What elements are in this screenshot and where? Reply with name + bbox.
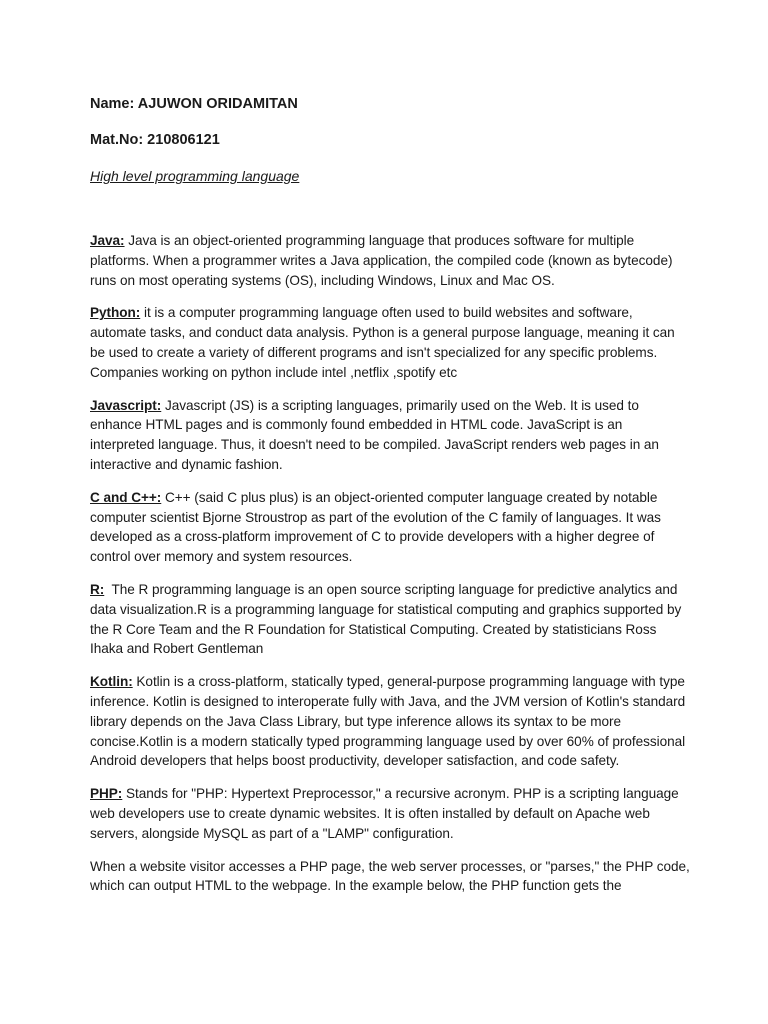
term-php: PHP: [90, 786, 123, 802]
entry-r [90, 580, 690, 659]
entry-python [90, 303, 690, 382]
document-page [90, 94, 690, 896]
document-subject: High level programming language [90, 168, 300, 184]
definition-kotlin: Kotlin is a cross-platform, statically typed, general-purpose programming language with type inference. Kotlin is designed to interoperate fully with Java, and the JVM version of Kotlin's standard library depends on the Java Class Library, but type inference allows its syntax to be more concise.Kotlin is a modern statically typed programming language used by over 60% of professional Android developers that helps boost productivity, developer satisfaction, and code safety. [90, 674, 686, 769]
definition-php: Stands for "PHP: Hypertext Preprocessor," a recursive acronym. PHP is a scripting language web developers use to create dynamic websites. It is often installed by default on Apache web servers, alongside MySQL as part of a "LAMP" configuration. [90, 786, 679, 841]
entry-c-cpp [90, 488, 690, 567]
definition-java: Java is an object-oriented programming language that produces software for multiple platforms. When a programmer writes a Java application, the compiled code (known as bytecode) runs on most operating systems (OS), including Windows, Linux and Mac OS. [90, 233, 673, 288]
term-c-cpp: C and C++: [90, 489, 162, 505]
entry-php [90, 784, 690, 843]
student-name: Name: AJUWON ORIDAMITAN [90, 96, 298, 112]
definition-r: The R programming language is an open source scripting language for predictive analytics and data visualization.R is a programming language for statistical computing and graphics supported by the R Core Team and the R Foundation for Statistical Computing. Created by statisticians Ross Ihaka and Robert Gentleman [90, 581, 686, 657]
term-javascript: Javascript: [90, 397, 162, 413]
entry-kotlin [90, 672, 690, 771]
entry-java [90, 231, 690, 290]
term-r: R: [90, 581, 105, 597]
definition-c-cpp: C++ (said C plus plus) is an object-oriented computer language created by notable computer scientist Bjorne Stroustrop as part of the evolution of the C family of languages. It was developed as a cross-platform improvement of C to provide developers with a higher degree of control over memory and system resources. [90, 489, 661, 565]
term-kotlin: Kotlin: [90, 674, 133, 690]
closing-paragraph: When a website visitor accesses a PHP page, the web server processes, or "parses," the PHP code, which can output HTML to the webpage. In the example below, the PHP function gets the [90, 858, 690, 894]
definition-python: it is a computer programming language often used to build websites and software, automate tasks, and conduct data analysis. Python is a general purpose language, meaning it can be used to create a variety of different programs and isn't specialized for any specific problems. Companies working on python include intel ,netflix ,spotify etc [90, 305, 675, 380]
entry-javascript [90, 396, 690, 475]
definition-javascript: Javascript (JS) is a scripting languages, primarily used on the Web. It is used to enhance HTML pages and is commonly found embedded in HTML code. JavaScript is an interpreted language. Thus, it doesn't need to be compiled. JavaScript renders web pages in an interactive and dynamic fashion. [90, 397, 659, 472]
term-java: Java: [90, 233, 125, 248]
term-python: Python: [90, 305, 141, 321]
matriculation-number: Mat.No: 210806121 [90, 132, 220, 148]
